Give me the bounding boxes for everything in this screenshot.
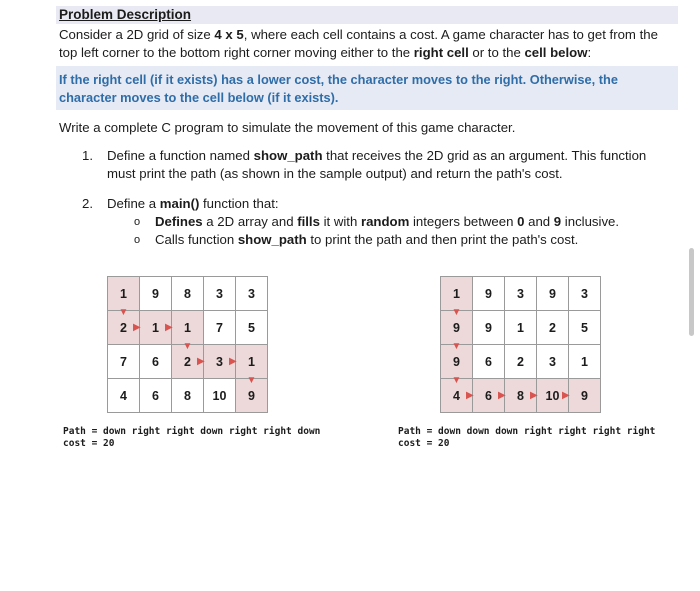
cell-value: 6 [485,388,492,403]
cell-value: 3 [581,286,588,301]
sub-text: inclusive. [561,214,620,229]
grid-cell [140,277,172,311]
arrow-right-icon: ▶ [498,389,506,401]
arrow-down-icon: ▼ [451,375,462,386]
cell-value: 3 [216,286,223,301]
arrow-right-icon: ▶ [133,321,141,333]
sub-text: fills [297,214,320,229]
cell-value: 4 [120,388,127,403]
grid-cell [537,345,569,379]
sub-text: to print the path and then print the path's cost. [306,232,579,247]
cell-value: 6 [485,354,492,369]
sub-text: random [360,214,410,229]
sub-text: Defines [155,214,203,229]
intro-text: : [587,45,592,60]
sub-item-2 [155,231,578,249]
arrow-right-icon: ▶ [229,355,237,367]
list-number-2: 2. [82,196,93,211]
cell-value: 1 [120,286,127,301]
arrow-down-icon: ▼ [451,307,462,318]
cell-value: 3 [549,354,556,369]
grid-cell [140,379,172,413]
grid-cell [569,345,601,379]
item-text: Define a [107,196,160,211]
cell-value: 1 [581,354,588,369]
cell-value: 9 [453,354,460,369]
grid-cell [236,311,268,345]
cell-value: 7 [216,320,223,335]
cell-value: 8 [517,388,524,403]
cell-value: 10 [212,388,227,403]
grid-cell [569,311,601,345]
grid-size: 4 x 5 [214,27,244,42]
list-item-2 [107,195,667,213]
cell-value: 1 [453,286,460,301]
intro-text: or to the [468,45,525,60]
grid-cell [172,379,204,413]
cell-value: 4 [453,388,460,403]
bullet-icon: o [134,234,141,246]
grid-cell [204,311,236,345]
cell-value: 9 [581,388,588,403]
sub-item-1 [155,213,619,231]
item-text: Define a function named [107,148,254,163]
intro-text: , where each cell contains a cost. A game character has to get from the top left corner to the bottom right corner moving either to the [59,27,658,60]
output-cost-line: cost = 20 [63,438,115,449]
sample-output-2 [398,426,655,450]
arrow-down-icon: ▼ [118,307,129,318]
cell-value: 8 [184,286,191,301]
intro-text: Consider a 2D grid of size [59,27,215,42]
grid-cell [165,311,204,345]
grid-cell [562,379,601,413]
intro-paragraph [59,26,679,62]
cell-value: 8 [184,388,191,403]
cell-below-term: cell below [524,45,588,60]
cell-value: 9 [485,320,492,335]
cell-value: 9 [485,286,492,301]
sub-text: it with [319,214,361,229]
grid-cell [108,345,140,379]
grid-cell [473,345,505,379]
grid-cell [569,277,601,311]
grid-row [441,379,601,413]
sub-text: integers between [409,214,518,229]
cell-value: 1 [248,354,255,369]
item-text: function that: [199,196,279,211]
cell-value: 3 [248,286,255,301]
grid-cell [441,277,473,311]
arrow-right-icon: ▶ [197,355,205,367]
grid-cell [140,345,172,379]
item-text: that receives the 2D grid as an argument. This function must print the path (as shown in the sample output) and return the path's cost. [107,148,647,181]
arrow-right-icon: ▶ [530,389,538,401]
sub-text: 9 [553,214,562,229]
movement-rule: If the right cell (if it exists) has a lower cost, the character moves to the right. Otherwise, the character moves to the cell below (if it exists). [59,72,618,105]
grid-cell [172,277,204,311]
sub-text: and [524,214,554,229]
cell-value: 3 [517,286,524,301]
arrow-down-icon: ▼ [182,341,193,352]
arrow-right-icon: ▶ [562,389,570,401]
grid-row [108,277,268,311]
grid-row [441,277,601,311]
right-cell-term: right cell [413,45,469,60]
cell-value: 6 [152,388,159,403]
arrow-right-icon: ▶ [466,389,474,401]
cell-value: 6 [152,354,159,369]
cell-value: 2 [517,354,524,369]
grid-row [108,379,268,413]
grid-cell [204,379,236,413]
cell-value: 1 [152,320,159,335]
grid-cell [441,307,473,345]
cell-value: 2 [549,320,556,335]
cell-value: 3 [216,354,223,369]
grid-cell [505,345,537,379]
example-grid-2 [440,276,601,413]
sub-text: Calls function [155,232,238,247]
cell-value: 9 [152,286,159,301]
list-number-1: 1. [82,148,93,163]
cell-value: 9 [248,388,255,403]
output-path-line: Path = down down down right right right right [398,426,656,437]
grid-cell [537,311,569,345]
grid-cell [473,311,505,345]
output-path-line: Path = down right right down right right down [63,426,321,437]
cell-value: 9 [549,286,556,301]
grid-cell [108,379,140,413]
grid-cell [537,277,569,311]
grid-cell [204,277,236,311]
grid-cell [505,277,537,311]
grid-row [441,345,601,379]
grid-cell [473,277,505,311]
cell-value: 2 [184,354,191,369]
cell-value: 10 [545,388,560,403]
sub-function-name: show_path [237,232,307,247]
grid-cell [236,375,268,413]
cell-value: 2 [120,320,127,335]
bullet-icon: o [134,216,141,228]
grid-row [108,345,268,379]
page-title: Problem Description [59,7,192,22]
cell-value: 5 [248,320,255,335]
task-statement: Write a complete C program to simulate the movement of this game character. [59,120,516,135]
sub-text: a 2D array and [202,214,298,229]
scrollbar-thumb[interactable] [689,248,694,336]
arrow-down-icon: ▼ [451,341,462,352]
main-function-name: main() [159,196,200,211]
grid-cell [108,277,140,311]
cell-value: 5 [581,320,588,335]
output-cost-line: cost = 20 [398,438,450,449]
list-item-1 [107,147,667,183]
arrow-right-icon: ▶ [165,321,173,333]
grid-row [108,311,268,345]
arrow-down-icon: ▼ [246,375,257,386]
example-grid-1 [107,276,268,413]
grid-cell [505,311,537,345]
cell-value: 1 [517,320,524,335]
grid-row [441,311,601,345]
function-name: show_path [253,148,323,163]
grid-cell [236,277,268,311]
sample-output-1 [63,426,320,450]
cell-value: 7 [120,354,127,369]
grid-cell [441,341,473,379]
cell-value: 9 [453,320,460,335]
grid-cell [229,345,268,379]
sub-text: 0 [517,214,525,229]
cell-value: 1 [184,320,191,335]
